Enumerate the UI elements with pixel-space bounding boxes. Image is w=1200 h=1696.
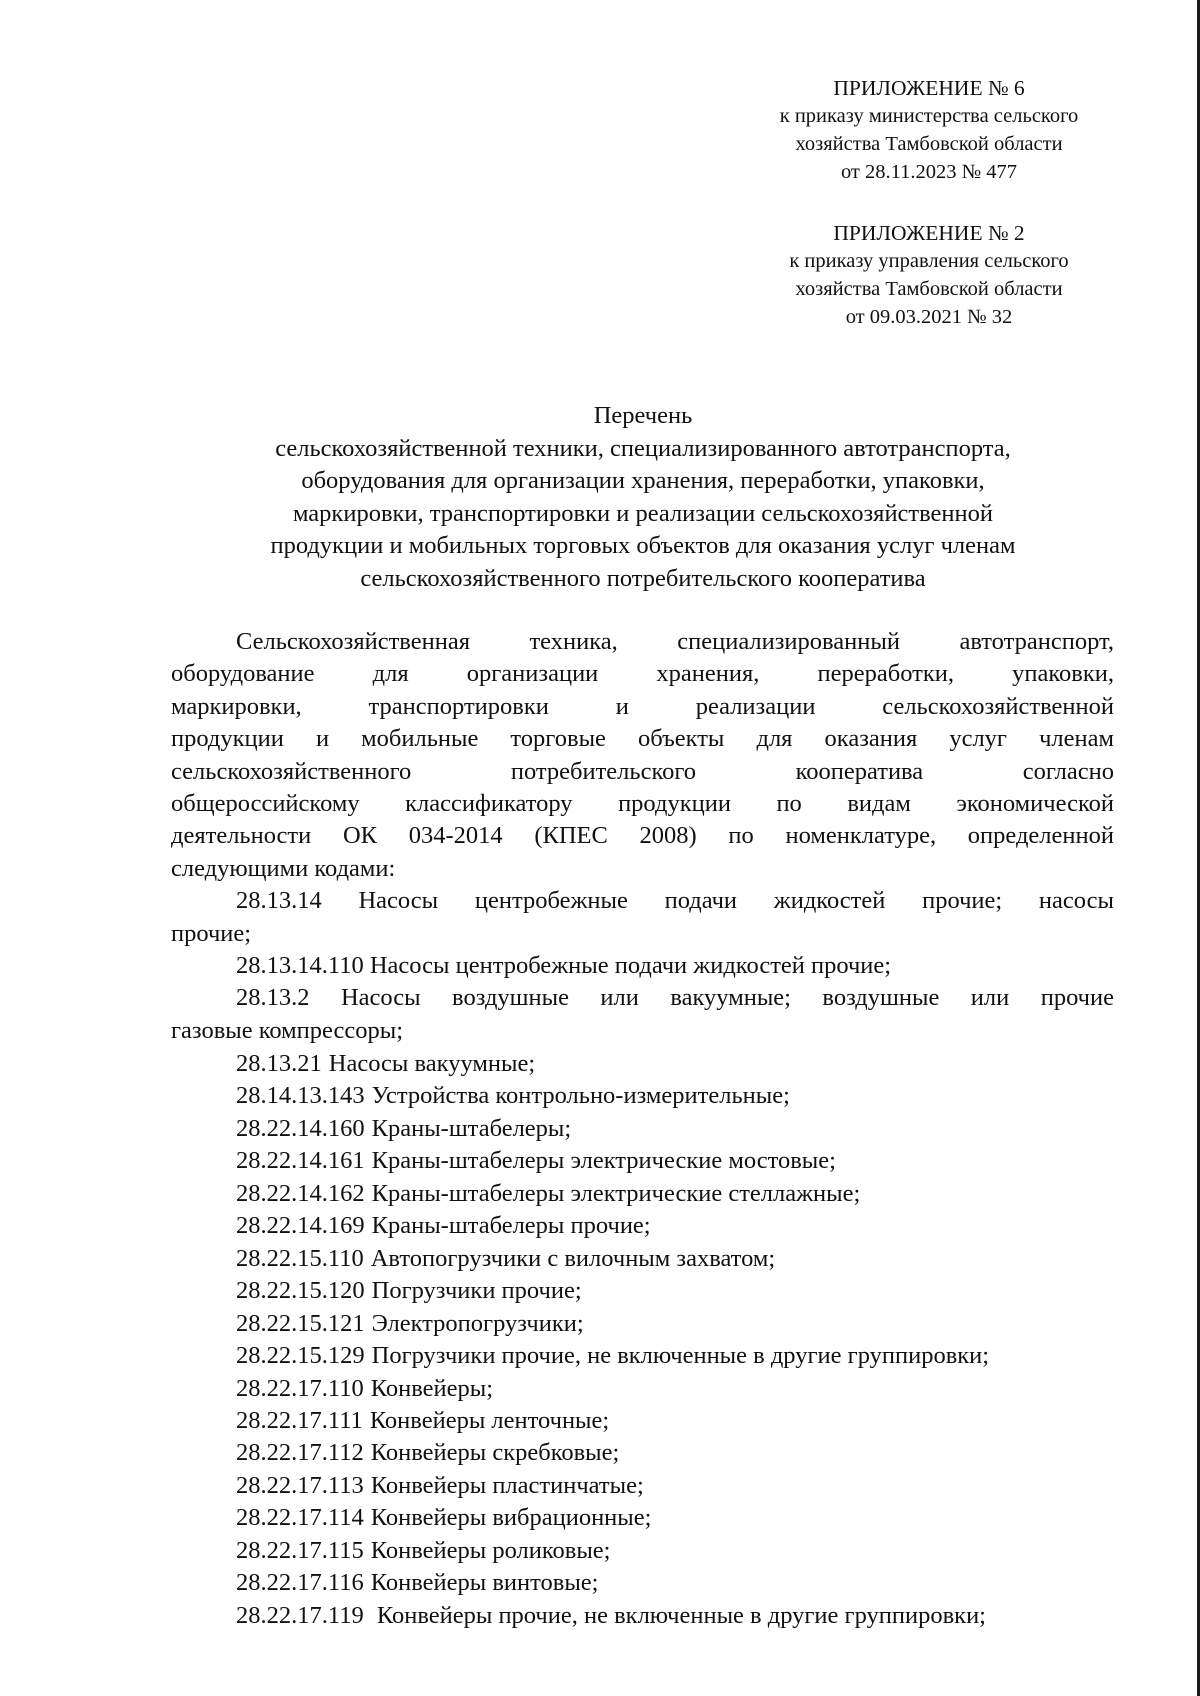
classifier-code: 28.22.17.116 [236, 1569, 364, 1597]
classifier-description: Конвейеры скребковые; [370, 1439, 620, 1467]
intro-paragraph [171, 626, 1114, 1047]
classifier-description: Краны-штабелеры электрические мостовые; [371, 1147, 836, 1175]
code-list-item [236, 1405, 1116, 1437]
intro-line: деятельности ОК 034-2014 (КПЕС 2008) по номенклатуре, определенной [171, 822, 1114, 850]
code-list-item [236, 1437, 1116, 1469]
code-list-item [236, 1210, 1116, 1242]
appendix-2-date: от 09.03.2021 № 32 [845, 306, 1013, 328]
code-list-item [236, 1243, 1116, 1275]
appendix-2-header [739, 219, 1119, 331]
classifier-description: Погрузчики прочие, не включенные в другие группировки; [371, 1342, 990, 1370]
code-list [236, 1048, 1116, 1632]
intro-line: следующими кодами: [171, 854, 396, 882]
code-list-item [236, 1535, 1116, 1567]
code-list-item [236, 1048, 1116, 1080]
code-list-item [236, 1470, 1116, 1502]
title-line: оборудования для организации хранения, переработки, упаковки, [301, 467, 985, 494]
classifier-code: 28.13.21 [236, 1050, 322, 1077]
classifier-code: 28.22.15.120 [236, 1277, 365, 1305]
classifier-code: 28.22.14.160 [236, 1114, 365, 1142]
intro-line: сельскохозяйственного потребительского кооператива согласно [171, 757, 1114, 785]
appendix-2-title: ПРИЛОЖЕНИЕ № 2 [833, 221, 1025, 245]
classifier-code: 28.22.17.119 [236, 1601, 364, 1629]
classifier-code: 28.22.15.110 [236, 1244, 364, 1272]
classifier-description: Конвейеры прочие, не включенные в другие группировки; [370, 1601, 986, 1629]
code-item-wrapped-line: газовые компрессоры; [171, 1016, 404, 1044]
appendix-6-line-3: хозяйства Тамбовской области [795, 133, 1063, 155]
code-item-wrapped-line: 28.13.2 Насосы воздушные или вакуумные; воздушные или прочие [236, 984, 1114, 1012]
intro-line: общероссийскому классификатору продукции по видам экономической [171, 790, 1114, 818]
classifier-description: Насосы вакуумные; [328, 1050, 536, 1077]
code-list-item [236, 1275, 1116, 1307]
classifier-code: 28.22.17.114 [236, 1504, 364, 1532]
document-title [172, 400, 1114, 595]
classifier-code: 28.22.15.121 [236, 1309, 365, 1337]
intro-line: маркировки, транспортировки и реализации сельскохозяйственной [171, 692, 1114, 720]
title-line: маркировки, транспортировки и реализации сельскохозяйственной [292, 499, 994, 527]
appendix-6-title: ПРИЛОЖЕНИЕ № 6 [833, 76, 1025, 100]
classifier-code: 28.22.14.162 [236, 1179, 365, 1207]
classifier-code: 28.22.14.169 [236, 1212, 365, 1240]
appendix-6-header [739, 74, 1119, 186]
classifier-code: 28.22.17.111 [236, 1406, 363, 1434]
code-list-item [236, 1080, 1116, 1112]
code-list-item [236, 1308, 1116, 1340]
appendix-2-line-2: к приказу управления сельского [789, 250, 1069, 272]
appendix-6-date: от 28.11.2023 № 477 [840, 161, 1018, 183]
code-item-wrapped-line: 28.13.14 Насосы центробежные подачи жидкостей прочие; насосы [236, 887, 1114, 915]
intro-line: Сельскохозяйственная техника, специализированный автотранспорт, [236, 628, 1114, 655]
classifier-code: 28.14.13.143 [236, 1082, 365, 1110]
classifier-code: 28.22.14.161 [236, 1147, 365, 1175]
classifier-description: Электропогрузчики; [371, 1309, 584, 1337]
classifier-description: Конвейеры вибрационные; [370, 1504, 652, 1532]
classifier-description: Устройства контрольно-измерительные; [371, 1082, 790, 1110]
code-list-item [236, 1373, 1116, 1405]
title-line: сельскохозяйственной техники, специализированного автотранспорта, [275, 434, 1011, 462]
classifier-description: Автопогрузчики с вилочным захватом; [370, 1244, 776, 1272]
title-line: продукции и мобильных торговых объектов для оказания услуг членам [270, 532, 1016, 559]
appendix-6-line-2: к приказу министерства сельского [779, 105, 1079, 127]
code-list-item [236, 1178, 1116, 1210]
classifier-code: 28.22.15.129 [236, 1342, 365, 1370]
classifier-description: Краны-штабелеры электрические стеллажные; [371, 1179, 861, 1207]
classifier-code: 28.22.17.110 [236, 1374, 364, 1402]
classifier-description: Конвейеры роликовые; [370, 1536, 611, 1564]
code-list-item [236, 1340, 1116, 1372]
classifier-description: Конвейеры; [370, 1374, 494, 1402]
title-line: сельскохозяйственного потребительского кооператива [360, 564, 926, 592]
classifier-description: Конвейеры пластинчатые; [370, 1471, 644, 1499]
classifier-description: Краны-штабелеры прочие; [371, 1212, 651, 1240]
classifier-description: Конвейеры винтовые; [370, 1569, 599, 1597]
appendix-2-line-3: хозяйства Тамбовской области [795, 278, 1063, 300]
classifier-code: 28.22.17.115 [236, 1536, 364, 1564]
code-list-item [236, 1600, 1116, 1632]
intro-line: продукции и мобильные торговые объекты для оказания услуг членам [171, 725, 1114, 753]
code-list-item [236, 1502, 1116, 1534]
classifier-code: 28.22.17.113 [236, 1471, 364, 1499]
classifier-description: Погрузчики прочие; [371, 1277, 582, 1305]
classifier-code: 28.22.17.112 [236, 1439, 364, 1467]
classifier-description: Краны-штабелеры; [371, 1114, 572, 1142]
code-list-item [236, 1113, 1116, 1145]
classifier-description: Конвейеры ленточные; [369, 1406, 610, 1434]
code-item-line: 28.13.14.110 Насосы центробежные подачи жидкостей прочие; [236, 952, 892, 980]
code-item-wrapped-line: прочие; [171, 919, 252, 947]
code-list-item [236, 1145, 1116, 1177]
title-line: Перечень [593, 402, 693, 429]
intro-line: оборудование для организации хранения, переработки, упаковки, [171, 660, 1114, 688]
code-list-item [236, 1567, 1116, 1599]
